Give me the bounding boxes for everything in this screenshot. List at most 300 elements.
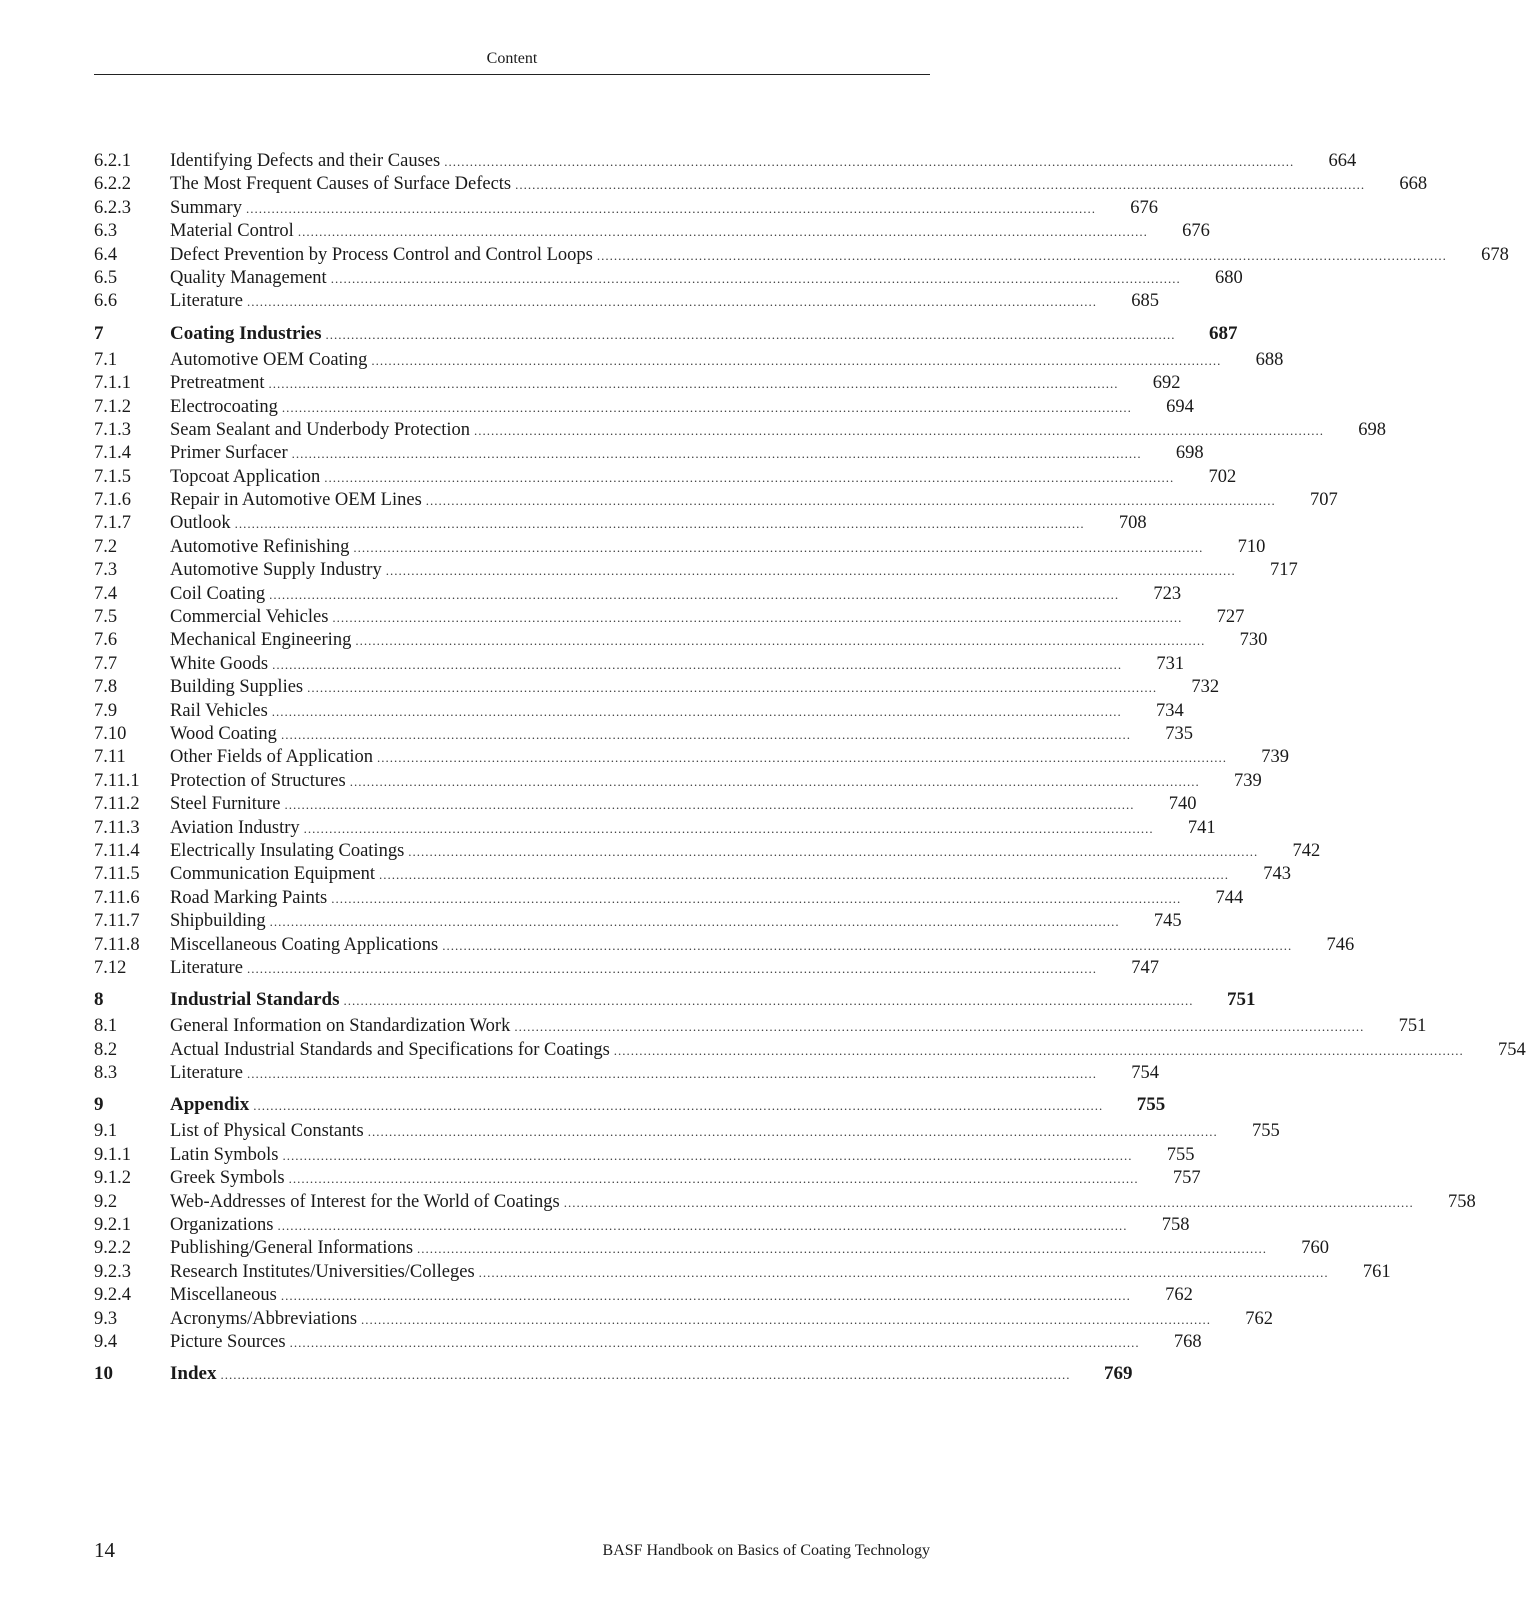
toc-title-cell bbox=[170, 1144, 1132, 1167]
toc-page-number: 739 bbox=[1261, 747, 1289, 768]
toc-row bbox=[94, 173, 1428, 196]
toc-section-title: Pretreatment bbox=[170, 373, 265, 394]
toc-section-number: 6.4 bbox=[94, 244, 118, 265]
toc-dot-leader: ........................................................................................................................................................................................................ bbox=[234, 516, 1085, 532]
toc-section-number: 7.1.4 bbox=[94, 443, 131, 464]
toc-section-number: 7.1 bbox=[94, 349, 118, 370]
toc-title-cell bbox=[170, 1261, 1329, 1284]
toc-row bbox=[94, 934, 1355, 957]
toc-dot-leader: ........................................................................................................................................................................................................ bbox=[417, 1241, 1268, 1257]
toc-page-number: 687 bbox=[1209, 322, 1238, 344]
toc-dot-leader: ........................................................................................................................................................................................................ bbox=[349, 773, 1200, 789]
toc-title-cell bbox=[170, 220, 1148, 243]
toc-section-title: Actual Industrial Standards and Specifications for Coatings bbox=[170, 1039, 610, 1060]
toc-dot-leader: ........................................................................................................................................................................................................ bbox=[268, 376, 1119, 392]
toc-section-title: Latin Symbols bbox=[170, 1144, 279, 1165]
toc-row bbox=[94, 372, 1181, 395]
toc-page-number: 751 bbox=[1226, 989, 1256, 1011]
toc-title-cell bbox=[170, 1360, 1070, 1389]
toc-section-title: General Information on Standardization Work bbox=[170, 1016, 511, 1037]
table-of-contents bbox=[94, 150, 1526, 1389]
toc-page-number: 692 bbox=[1152, 373, 1181, 394]
toc-row bbox=[94, 442, 1204, 465]
toc-dot-leader: ........................................................................................................................................................................................................ bbox=[442, 937, 1293, 953]
toc-row bbox=[94, 512, 1147, 535]
toc-section-number: 7.11.6 bbox=[94, 887, 140, 908]
toc-page-number: 694 bbox=[1166, 396, 1194, 417]
toc-row bbox=[94, 1062, 1159, 1085]
toc-page-number: 723 bbox=[1153, 583, 1182, 604]
toc-row bbox=[94, 910, 1182, 933]
toc-title-cell bbox=[170, 1062, 1097, 1085]
toc-row bbox=[94, 1214, 1190, 1237]
toc-row bbox=[94, 817, 1216, 840]
toc-dot-leader: ........................................................................................................................................................................................................ bbox=[289, 1334, 1140, 1350]
toc-title-cell bbox=[170, 1039, 1464, 1062]
toc-section-title: Repair in Automotive OEM Lines bbox=[170, 490, 422, 511]
toc-chapter-row bbox=[94, 320, 1238, 348]
toc-dot-leader: ........................................................................................................................................................................................................ bbox=[330, 270, 1181, 286]
toc-title-cell bbox=[170, 466, 1174, 489]
toc-dot-leader: ........................................................................................................................................................................................................ bbox=[325, 326, 1176, 342]
toc-page-number: 751 bbox=[1398, 1016, 1427, 1037]
toc-section-number: 10 bbox=[94, 1363, 113, 1385]
toc-page-number: 747 bbox=[1131, 957, 1159, 978]
toc-row bbox=[94, 489, 1338, 512]
toc-dot-leader: ........................................................................................................................................................................................................ bbox=[281, 399, 1132, 415]
toc-section-title: Automotive Supply Industry bbox=[170, 560, 382, 581]
toc-dot-leader: ........................................................................................................................................................................................................ bbox=[515, 177, 1366, 193]
toc-title-cell bbox=[170, 1091, 1103, 1120]
toc-section-number: 7.8 bbox=[94, 677, 118, 698]
toc-page-number: 745 bbox=[1153, 911, 1182, 932]
toc-section-number: 8.1 bbox=[94, 1016, 118, 1037]
toc-row bbox=[94, 770, 1262, 793]
toc-row bbox=[94, 1167, 1201, 1190]
toc-dot-leader: ........................................................................................................................................................................................................ bbox=[284, 797, 1135, 813]
toc-section-title: Greek Symbols bbox=[170, 1168, 285, 1189]
toc-dot-leader: ........................................................................................................................................................................................................ bbox=[272, 656, 1123, 672]
toc-dot-leader: ........................................................................................................................................................................................................ bbox=[355, 633, 1206, 649]
toc-row bbox=[94, 150, 1357, 173]
toc-section-number: 9 bbox=[94, 1094, 104, 1116]
footer-book-title: BASF Handbook on Basics of Coating Technology bbox=[602, 1542, 930, 1559]
toc-section-number: 7.1.3 bbox=[94, 419, 131, 440]
toc-page-number: 732 bbox=[1191, 677, 1220, 698]
toc-page-number: 698 bbox=[1175, 443, 1204, 464]
toc-page-number: 762 bbox=[1245, 1308, 1274, 1329]
toc-row bbox=[94, 244, 1509, 267]
toc-section-title: Picture Sources bbox=[170, 1331, 286, 1352]
toc-section-number: 7.7 bbox=[94, 653, 118, 674]
toc-section-title: Miscellaneous Coating Applications bbox=[170, 934, 439, 955]
toc-section-title: Material Control bbox=[170, 221, 294, 242]
toc-section-title: Publishing/General Informations bbox=[170, 1238, 414, 1259]
toc-section-number: 9.2.4 bbox=[94, 1285, 131, 1306]
toc-section-title: Automotive OEM Coating bbox=[170, 349, 368, 370]
toc-title-cell bbox=[170, 817, 1154, 840]
toc-section-number: 7.10 bbox=[94, 723, 127, 744]
toc-row bbox=[94, 723, 1193, 746]
toc-section-number: 7.1.7 bbox=[94, 513, 131, 534]
toc-title-cell bbox=[170, 583, 1119, 606]
toc-section-title: Summary bbox=[170, 197, 242, 218]
toc-section-number: 7.12 bbox=[94, 957, 127, 978]
toc-page-number: 761 bbox=[1362, 1261, 1391, 1282]
toc-title-cell bbox=[170, 197, 1096, 220]
toc-dot-leader: ........................................................................................................................................................................................................ bbox=[288, 1171, 1139, 1187]
toc-page-number: 743 bbox=[1263, 864, 1292, 885]
toc-page-number: 680 bbox=[1214, 267, 1243, 288]
toc-title-cell bbox=[170, 840, 1258, 863]
toc-row bbox=[94, 1120, 1280, 1143]
toc-dot-leader: ........................................................................................................................................................................................................ bbox=[246, 960, 1097, 976]
toc-dot-leader: ........................................................................................................................................................................................................ bbox=[425, 493, 1276, 509]
toc-page-number: 762 bbox=[1165, 1285, 1193, 1306]
toc-page-number: 744 bbox=[1215, 887, 1244, 908]
toc-page-number: 731 bbox=[1156, 653, 1185, 674]
toc-dot-leader: ........................................................................................................................................................................................................ bbox=[331, 890, 1182, 906]
toc-section-number: 7.9 bbox=[94, 700, 118, 721]
toc-dot-leader: ........................................................................................................................................................................................................ bbox=[271, 703, 1122, 719]
toc-title-cell bbox=[170, 1015, 1364, 1038]
toc-title-cell bbox=[170, 173, 1365, 196]
toc-dot-leader: ........................................................................................................................................................................................................ bbox=[297, 224, 1148, 240]
toc-section-title: Appendix bbox=[170, 1094, 250, 1116]
toc-section-number: 7.6 bbox=[94, 630, 118, 651]
toc-dot-leader: ........................................................................................................................................................................................................ bbox=[246, 294, 1097, 310]
toc-row bbox=[94, 700, 1184, 723]
toc-page-number: 754 bbox=[1131, 1063, 1159, 1084]
toc-title-cell bbox=[170, 1214, 1127, 1237]
toc-section-number: 8.3 bbox=[94, 1063, 118, 1084]
toc-title-cell bbox=[170, 793, 1134, 816]
toc-page-number: 676 bbox=[1130, 197, 1158, 218]
toc-row bbox=[94, 197, 1158, 220]
toc-section-title: Commercial Vehicles bbox=[170, 607, 329, 628]
toc-section-number: 7 bbox=[94, 322, 104, 344]
toc-page-number: 678 bbox=[1481, 244, 1509, 265]
toc-row bbox=[94, 1308, 1274, 1331]
toc-title-cell bbox=[170, 676, 1157, 699]
toc-page-number: 757 bbox=[1172, 1168, 1201, 1189]
toc-page-number: 734 bbox=[1156, 700, 1184, 721]
toc-title-cell bbox=[170, 957, 1097, 980]
toc-section-title: Defect Prevention by Process Control and Control Loops bbox=[170, 244, 593, 265]
toc-title-cell bbox=[170, 512, 1085, 535]
toc-section-number: 6.2.3 bbox=[94, 197, 131, 218]
toc-section-number: 9.1.1 bbox=[94, 1144, 131, 1165]
toc-title-cell bbox=[170, 986, 1193, 1015]
toc-page-number: 742 bbox=[1292, 840, 1321, 861]
toc-title-cell bbox=[170, 1237, 1267, 1260]
toc-title-cell bbox=[170, 770, 1200, 793]
toc-section-number: 8 bbox=[94, 989, 104, 1011]
toc-title-cell bbox=[170, 1284, 1131, 1307]
toc-page-number: 755 bbox=[1252, 1121, 1280, 1142]
toc-section-number: 6.5 bbox=[94, 267, 118, 288]
toc-page-number: 668 bbox=[1399, 174, 1428, 195]
toc-page-number: 688 bbox=[1255, 349, 1284, 370]
toc-title-cell bbox=[170, 320, 1176, 349]
toc-row bbox=[94, 466, 1237, 489]
toc-page-number: 739 bbox=[1233, 770, 1262, 791]
toc-title-cell bbox=[170, 267, 1181, 290]
toc-dot-leader: ........................................................................................................................................................................................................ bbox=[269, 914, 1120, 930]
toc-title-cell bbox=[170, 372, 1119, 395]
toc-section-number: 7.1.2 bbox=[94, 396, 131, 417]
toc-page-number: 685 bbox=[1131, 291, 1159, 312]
toc-dot-leader: ........................................................................................................................................................................................................ bbox=[277, 1218, 1128, 1234]
toc-section-number: 7.11 bbox=[94, 747, 126, 768]
toc-dot-leader: ........................................................................................................................................................................................................ bbox=[332, 610, 1183, 626]
toc-page-number: 735 bbox=[1165, 723, 1193, 744]
toc-row bbox=[94, 1039, 1526, 1062]
toc-title-cell bbox=[170, 910, 1120, 933]
toc-section-title: Road Marking Paints bbox=[170, 887, 328, 908]
toc-row bbox=[94, 746, 1289, 769]
toc-row bbox=[94, 396, 1194, 419]
toc-page-number: 708 bbox=[1118, 513, 1147, 534]
toc-section-title: Other Fields of Application bbox=[170, 747, 373, 768]
toc-row bbox=[94, 559, 1298, 582]
toc-section-title: Mechanical Engineering bbox=[170, 630, 352, 651]
toc-section-title: Primer Surfacer bbox=[170, 443, 288, 464]
toc-row bbox=[94, 419, 1387, 442]
toc-dot-leader: ........................................................................................................................................................................................................ bbox=[280, 1288, 1131, 1304]
toc-section-title: Web-Addresses of Interest for the World of Coatings bbox=[170, 1191, 560, 1212]
toc-page-number: 769 bbox=[1103, 1363, 1133, 1385]
toc-dot-leader: ........................................................................................................................................................................................................ bbox=[361, 1311, 1212, 1327]
toc-dot-leader: ........................................................................................................................................................................................................ bbox=[324, 469, 1175, 485]
toc-row bbox=[94, 887, 1244, 910]
toc-section-title: Building Supplies bbox=[170, 677, 304, 698]
toc-section-title: Index bbox=[170, 1363, 217, 1385]
toc-page-number: 664 bbox=[1328, 151, 1357, 171]
toc-row bbox=[94, 1191, 1476, 1214]
toc-dot-leader: ........................................................................................................................................................................................................ bbox=[376, 750, 1227, 766]
toc-dot-leader: ........................................................................................................................................................................................................ bbox=[291, 446, 1142, 462]
toc-section-number: 7.2 bbox=[94, 536, 118, 557]
toc-section-number: 7.11.5 bbox=[94, 864, 140, 885]
toc-section-number: 7.11.8 bbox=[94, 934, 140, 955]
toc-section-number: 9.4 bbox=[94, 1331, 118, 1352]
toc-title-cell bbox=[170, 290, 1097, 313]
toc-title-cell bbox=[170, 863, 1229, 886]
toc-section-number: 7.11.4 bbox=[94, 840, 140, 861]
toc-section-number: 6.6 bbox=[94, 291, 118, 312]
toc-section-title: Organizations bbox=[170, 1215, 274, 1236]
toc-section-number: 7.11.3 bbox=[94, 817, 140, 838]
toc-row bbox=[94, 840, 1321, 863]
toc-section-title: The Most Frequent Causes of Surface Defects bbox=[170, 174, 512, 195]
toc-section-title: Electrically Insulating Coatings bbox=[170, 840, 405, 861]
toc-section-number: 9.2.3 bbox=[94, 1261, 131, 1282]
toc-title-cell bbox=[170, 559, 1236, 582]
toc-section-title: Communication Equipment bbox=[170, 864, 376, 885]
toc-dot-leader: ........................................................................................................................................................................................................ bbox=[613, 1042, 1464, 1058]
toc-page-number: 758 bbox=[1161, 1215, 1190, 1236]
toc-section-title: Electrocoating bbox=[170, 396, 278, 417]
toc-page-number: 755 bbox=[1166, 1144, 1195, 1165]
toc-dot-leader: ........................................................................................................................................................................................................ bbox=[596, 247, 1447, 263]
toc-page-number: 730 bbox=[1239, 630, 1268, 651]
toc-section-number: 7.4 bbox=[94, 583, 118, 604]
toc-section-title: Shipbuilding bbox=[170, 911, 266, 932]
toc-dot-leader: ........................................................................................................................................................................................................ bbox=[385, 563, 1236, 579]
footer-page-number: 14 bbox=[94, 1538, 115, 1562]
toc-dot-leader: ........................................................................................................................................................................................................ bbox=[282, 1147, 1133, 1163]
toc-section-number: 8.2 bbox=[94, 1039, 118, 1060]
toc-page-number: 717 bbox=[1269, 560, 1298, 581]
toc-row bbox=[94, 1331, 1202, 1354]
toc-page-number: 676 bbox=[1182, 221, 1210, 242]
toc-title-cell bbox=[170, 349, 1221, 372]
toc-row bbox=[94, 1237, 1330, 1260]
toc-section-title: List of Physical Constants bbox=[170, 1121, 364, 1142]
toc-section-title: Literature bbox=[170, 1063, 243, 1084]
header-rule bbox=[94, 74, 930, 75]
toc-page-number: 760 bbox=[1301, 1238, 1330, 1259]
toc-title-cell bbox=[170, 150, 1294, 173]
toc-row bbox=[94, 676, 1220, 699]
header-title: Content bbox=[486, 50, 538, 67]
toc-section-title: Topcoat Application bbox=[170, 466, 321, 487]
toc-row bbox=[94, 793, 1197, 816]
toc-page-number: 768 bbox=[1173, 1331, 1202, 1352]
toc-row bbox=[94, 629, 1268, 652]
toc-section-title: Aviation Industry bbox=[170, 817, 300, 838]
toc-dot-leader: ........................................................................................................................................................................................................ bbox=[220, 1367, 1071, 1383]
toc-row bbox=[94, 536, 1266, 559]
toc-dot-leader: ........................................................................................................................................................................................................ bbox=[280, 726, 1131, 742]
toc-title-cell bbox=[170, 606, 1182, 629]
toc-row bbox=[94, 349, 1284, 372]
toc-section-title: Coil Coating bbox=[170, 583, 266, 604]
toc-section-number: 7.11.2 bbox=[94, 794, 140, 815]
toc-chapter-row bbox=[94, 986, 1256, 1014]
toc-page-number: 758 bbox=[1447, 1191, 1476, 1212]
toc-title-cell bbox=[170, 1120, 1218, 1143]
toc-page-number: 710 bbox=[1237, 536, 1266, 557]
toc-title-cell bbox=[170, 746, 1227, 769]
toc-title-cell bbox=[170, 396, 1132, 419]
toc-dot-leader: ........................................................................................................................................................................................................ bbox=[353, 539, 1204, 555]
toc-section-title: Research Institutes/Universities/Colleges bbox=[170, 1261, 475, 1282]
toc-section-number: 9.1.2 bbox=[94, 1168, 131, 1189]
toc-dot-leader: ........................................................................................................................................................................................................ bbox=[514, 1019, 1365, 1035]
toc-section-title: Steel Furniture bbox=[170, 794, 281, 815]
toc-section-number: 7.5 bbox=[94, 607, 118, 628]
toc-page-number: 741 bbox=[1187, 817, 1216, 838]
toc-section-number: 9.2.2 bbox=[94, 1238, 131, 1259]
toc-chapter-row bbox=[94, 1091, 1166, 1119]
toc-dot-leader: ........................................................................................................................................................................................................ bbox=[444, 154, 1295, 169]
toc-section-title: White Goods bbox=[170, 653, 269, 674]
toc-title-cell bbox=[170, 419, 1324, 442]
toc-section-number: 7.1.6 bbox=[94, 490, 131, 511]
toc-section-title: Quality Management bbox=[170, 267, 327, 288]
toc-page-number: 746 bbox=[1326, 934, 1355, 955]
toc-row bbox=[94, 1261, 1391, 1284]
toc-dot-leader: ........................................................................................................................................................................................................ bbox=[474, 422, 1325, 438]
toc-page-number: 755 bbox=[1136, 1094, 1166, 1116]
toc-dot-leader: ........................................................................................................................................................................................................ bbox=[245, 200, 1096, 216]
toc-dot-leader: ........................................................................................................................................................................................................ bbox=[408, 843, 1259, 859]
toc-section-title: Literature bbox=[170, 291, 243, 312]
toc-section-number: 9.2 bbox=[94, 1191, 118, 1212]
toc-title-cell bbox=[170, 442, 1142, 465]
toc-row bbox=[94, 1144, 1195, 1167]
toc-section-number: 9.2.1 bbox=[94, 1215, 131, 1236]
toc-section-number: 7.3 bbox=[94, 560, 118, 581]
toc-section-number: 9.3 bbox=[94, 1308, 118, 1329]
toc-dot-leader: ........................................................................................................................................................................................................ bbox=[343, 993, 1194, 1009]
toc-row bbox=[94, 290, 1159, 313]
toc-page-number: 754 bbox=[1498, 1039, 1526, 1060]
toc-section-title: Acronyms/Abbreviations bbox=[170, 1308, 358, 1329]
toc-dot-leader: ........................................................................................................................................................................................................ bbox=[379, 867, 1230, 883]
toc-title-cell bbox=[170, 723, 1131, 746]
toc-row bbox=[94, 267, 1243, 290]
toc-title-cell bbox=[170, 1331, 1140, 1354]
toc-section-title: Automotive Refinishing bbox=[170, 536, 350, 557]
toc-section-number: 6.2.2 bbox=[94, 174, 131, 195]
toc-dot-leader: ........................................................................................................................................................................................................ bbox=[269, 586, 1120, 602]
toc-title-cell bbox=[170, 536, 1203, 559]
toc-title-cell bbox=[170, 700, 1122, 723]
toc-section-title: Protection of Structures bbox=[170, 770, 346, 791]
toc-title-cell bbox=[170, 244, 1447, 267]
toc-section-title: Seam Sealant and Underbody Protection bbox=[170, 419, 471, 440]
toc-row bbox=[94, 863, 1292, 886]
toc-dot-leader: ........................................................................................................................................................................................................ bbox=[478, 1264, 1329, 1280]
toc-section-title: Rail Vehicles bbox=[170, 700, 268, 721]
toc-title-cell bbox=[170, 1167, 1139, 1190]
toc-title-cell bbox=[170, 653, 1122, 676]
toc-dot-leader: ........................................................................................................................................................................................................ bbox=[367, 1124, 1218, 1140]
toc-title-cell bbox=[170, 934, 1292, 957]
toc-row bbox=[94, 1015, 1427, 1038]
toc-title-cell bbox=[170, 1191, 1414, 1214]
toc-dot-leader: ........................................................................................................................................................................................................ bbox=[303, 820, 1154, 836]
toc-dot-leader: ........................................................................................................................................................................................................ bbox=[253, 1098, 1104, 1114]
toc-row bbox=[94, 606, 1245, 629]
toc-chapter-row bbox=[94, 1360, 1133, 1388]
toc-section-number: 7.11.7 bbox=[94, 911, 140, 932]
toc-page-number: 740 bbox=[1168, 794, 1197, 815]
toc-section-number: 7.1.5 bbox=[94, 466, 131, 487]
toc-section-title: Coating Industries bbox=[170, 322, 322, 344]
toc-section-number: 7.11.1 bbox=[94, 770, 140, 791]
toc-row bbox=[94, 1284, 1193, 1307]
toc-dot-leader: ........................................................................................................................................................................................................ bbox=[371, 352, 1222, 368]
toc-dot-leader: ........................................................................................................................................................................................................ bbox=[563, 1194, 1414, 1210]
toc-page-number: 727 bbox=[1216, 607, 1245, 628]
toc-section-number: 7.1.1 bbox=[94, 373, 131, 394]
toc-dot-leader: ........................................................................................................................................................................................................ bbox=[307, 680, 1158, 696]
toc-dot-leader: ........................................................................................................................................................................................................ bbox=[246, 1066, 1097, 1082]
toc-page-number: 698 bbox=[1358, 419, 1387, 440]
toc-section-title: Industrial Standards bbox=[170, 989, 340, 1011]
toc-page-number: 707 bbox=[1310, 490, 1338, 511]
toc-title-cell bbox=[170, 887, 1181, 910]
toc-row bbox=[94, 220, 1210, 243]
toc-section-title: Identifying Defects and their Causes bbox=[170, 151, 441, 171]
toc-section-title: Miscellaneous bbox=[170, 1285, 277, 1306]
toc-section-title: Outlook bbox=[170, 513, 231, 534]
toc-section-title: Literature bbox=[170, 957, 243, 978]
